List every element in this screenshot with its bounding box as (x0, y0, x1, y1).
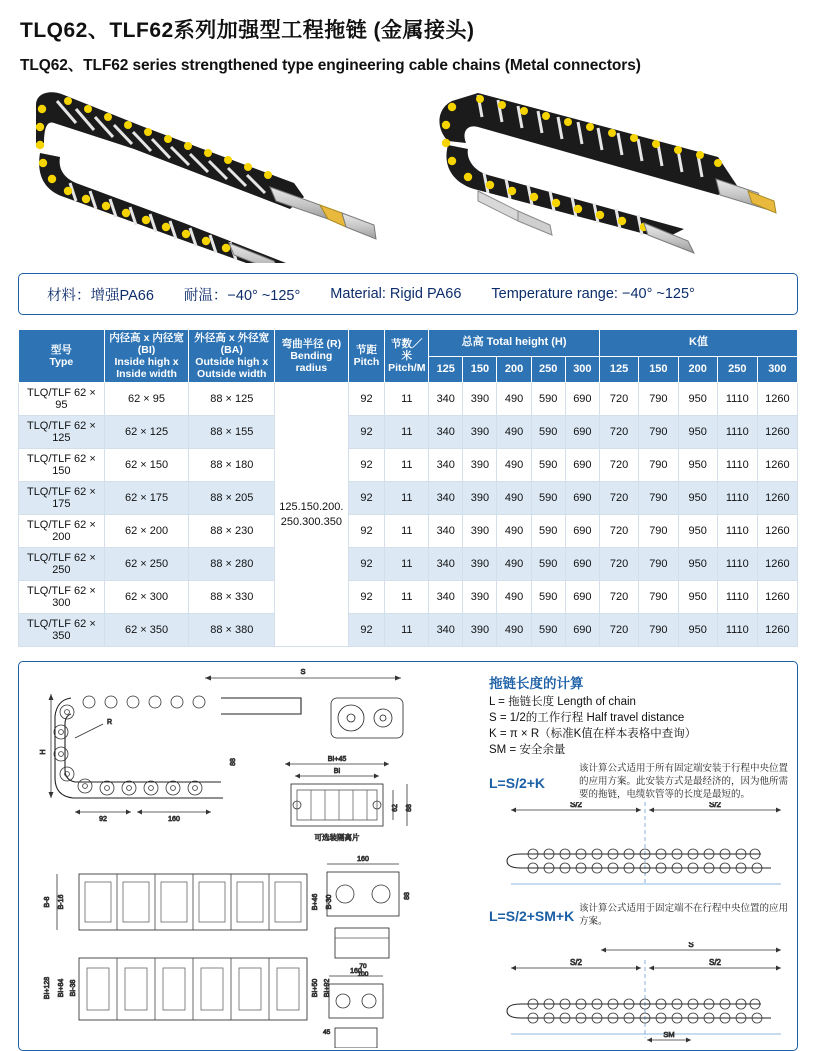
cell-inside-dim: 62 × 125 (104, 416, 189, 449)
cell-height-300: 690 (565, 383, 599, 416)
cell-outside-dim: 88 × 280 (189, 548, 275, 581)
cell-type: TLQ/TLF 62 × 350 (19, 614, 105, 647)
cell-height-150: 390 (463, 416, 497, 449)
product-photo-area (18, 83, 798, 263)
temperature-en: Temperature range: −40° ~125° (491, 286, 695, 302)
table-header (19, 330, 798, 383)
layout-diagram-offset (491, 942, 798, 1047)
cell-height-200: 490 (497, 383, 531, 416)
cell-k-250: 1110 (717, 449, 757, 482)
cell-pitch-per-meter: 11 (385, 383, 429, 416)
cell-k-300: 1260 (757, 548, 797, 581)
svg-text:BI+84: BI+84 (58, 979, 65, 998)
th-k-150: 150 (639, 356, 678, 383)
cell-pitch: 92 (348, 581, 385, 614)
svg-text:B+46: B+46 (312, 893, 319, 911)
svg-text:S: S (300, 668, 306, 677)
cell-k-200: 950 (678, 482, 717, 515)
svg-text:88: 88 (404, 892, 411, 901)
calc-legend (489, 694, 696, 758)
cell-pitch-per-meter: 11 (385, 548, 429, 581)
formula-1-note: 该计算公式适用于所有固定端安装于行程中央位置的应用方案。此安装方式是最经济的，因为他所需要的拖链，电缆软管等的长度是最短的。 (579, 763, 789, 801)
chain-left (36, 92, 376, 263)
svg-text:SM: SM (663, 1030, 675, 1040)
svg-text:160: 160 (357, 856, 369, 864)
cell-height-125: 340 (429, 449, 463, 482)
cell-type: TLQ/TLF 62 × 200 (19, 515, 105, 548)
cell-k-250: 1110 (717, 581, 757, 614)
th-k-250: 250 (717, 356, 757, 383)
cell-height-125: 340 (429, 515, 463, 548)
cell-pitch-per-meter: 11 (385, 449, 429, 482)
technical-drawing-panel (18, 661, 798, 1051)
cell-k-125: 720 (599, 449, 638, 482)
cell-inside-dim: 62 × 350 (104, 614, 189, 647)
cell-inside-dim: 62 × 200 (104, 515, 189, 548)
cell-k-150: 790 (639, 482, 678, 515)
cell-k-250: 1110 (717, 548, 757, 581)
svg-text:100: 100 (357, 971, 369, 979)
cell-height-300: 690 (565, 581, 599, 614)
cell-k-250: 1110 (717, 515, 757, 548)
table-row (19, 383, 798, 416)
table-body (19, 383, 798, 647)
dimension-drawings (27, 668, 482, 1048)
cell-height-200: 490 (497, 581, 531, 614)
layout-diagram-centered (491, 802, 798, 892)
svg-text:BI: BI (333, 768, 341, 776)
cell-height-250: 590 (531, 416, 565, 449)
cell-outside-dim: 88 × 380 (189, 614, 275, 647)
th-h-150: 150 (463, 356, 497, 383)
formula-2-note: 该计算公式适用于固定端不在行程中央位置的应用方案。 (579, 903, 789, 928)
cell-pitch-per-meter: 11 (385, 416, 429, 449)
cell-height-200: 490 (497, 614, 531, 647)
svg-text:45: 45 (323, 1029, 331, 1037)
th-k-value: K值 (599, 330, 797, 357)
th-h-125: 125 (429, 356, 463, 383)
svg-text:BI+50: BI+50 (312, 979, 319, 998)
th-h-300: 300 (565, 356, 599, 383)
cell-k-150: 790 (639, 548, 678, 581)
cell-pitch: 92 (348, 383, 385, 416)
svg-text:S/2: S/2 (708, 958, 722, 968)
cell-k-200: 950 (678, 416, 717, 449)
cell-height-250: 590 (531, 482, 565, 515)
cell-height-250: 590 (531, 548, 565, 581)
table-row (19, 449, 798, 482)
table-row (19, 515, 798, 548)
page-root (0, 14, 816, 1039)
cell-height-150: 390 (463, 383, 497, 416)
cell-height-300: 690 (565, 548, 599, 581)
svg-text:88: 88 (230, 758, 237, 767)
cell-height-150: 390 (463, 548, 497, 581)
cell-pitch: 92 (348, 515, 385, 548)
svg-text:BI-38: BI-38 (70, 979, 77, 997)
table-row (19, 482, 798, 515)
cell-outside-dim: 88 × 180 (189, 449, 275, 482)
svg-text:B-8: B-8 (44, 896, 51, 908)
cell-height-125: 340 (429, 416, 463, 449)
calc-line-sm: SM = 安全余量 (489, 744, 566, 757)
cell-k-300: 1260 (757, 416, 797, 449)
th-h-250: 250 (531, 356, 565, 383)
cell-k-125: 720 (599, 548, 638, 581)
th-pitch-per-meter: 节数／米 Pitch/M (385, 330, 429, 383)
cell-k-150: 790 (639, 416, 678, 449)
cell-height-300: 690 (565, 614, 599, 647)
specification-table (18, 329, 798, 647)
cell-height-150: 390 (463, 581, 497, 614)
cell-k-200: 950 (678, 449, 717, 482)
page-title-cn: TLQ62、TLF62系列加强型工程拖链 (金属接头) (20, 19, 475, 42)
svg-text:92: 92 (99, 816, 107, 824)
svg-text:88: 88 (406, 804, 413, 813)
cell-height-200: 490 (497, 548, 531, 581)
th-h-200: 200 (497, 356, 531, 383)
cell-height-250: 590 (531, 383, 565, 416)
svg-text:70: 70 (359, 963, 367, 971)
cell-k-200: 950 (678, 548, 717, 581)
svg-text:BI+92: BI+92 (324, 979, 331, 998)
svg-text:H: H (40, 749, 47, 755)
cell-k-300: 1260 (757, 515, 797, 548)
table-row (19, 416, 798, 449)
cell-pitch: 92 (348, 614, 385, 647)
cell-k-250: 1110 (717, 482, 757, 515)
cell-height-200: 490 (497, 482, 531, 515)
cell-type: TLQ/TLF 62 × 150 (19, 449, 105, 482)
svg-text:160: 160 (350, 968, 362, 976)
calc-line-s: S = 1/2的工作行程 Half travel distance (489, 712, 685, 725)
cell-height-125: 340 (429, 548, 463, 581)
cell-height-125: 340 (429, 482, 463, 515)
cell-k-250: 1110 (717, 383, 757, 416)
th-total-height: 总高 Total height (H) (429, 330, 600, 357)
cell-k-125: 720 (599, 482, 638, 515)
cell-k-200: 950 (678, 515, 717, 548)
cell-pitch: 92 (348, 548, 385, 581)
cell-k-250: 1110 (717, 416, 757, 449)
cell-type: TLQ/TLF 62 × 250 (19, 548, 105, 581)
cell-k-125: 720 (599, 515, 638, 548)
cell-height-300: 690 (565, 482, 599, 515)
th-pitch: 节距 Pitch (348, 330, 385, 383)
cell-k-300: 1260 (757, 482, 797, 515)
material-cn: 材料：增强PA66 (47, 287, 154, 304)
cell-k-150: 790 (639, 449, 678, 482)
cell-height-250: 590 (531, 614, 565, 647)
cell-k-300: 1260 (757, 581, 797, 614)
cell-pitch-per-meter: 11 (385, 581, 429, 614)
calc-line-k: K = π × R（标准K值在样本表格中查询） (489, 728, 697, 741)
cell-height-150: 390 (463, 482, 497, 515)
cell-outside-dim: 88 × 205 (189, 482, 275, 515)
cell-height-250: 590 (531, 449, 565, 482)
cell-k-125: 720 (599, 416, 638, 449)
formula-2: L=S/2+SM+K (489, 908, 575, 925)
cell-inside-dim: 62 × 150 (104, 449, 189, 482)
table-header-row-1 (19, 330, 798, 357)
cell-k-125: 720 (599, 614, 638, 647)
svg-text:S: S (688, 942, 694, 950)
cell-height-300: 690 (565, 449, 599, 482)
cell-k-150: 790 (639, 581, 678, 614)
chain-right (439, 93, 776, 253)
cell-height-125: 340 (429, 383, 463, 416)
table-row (19, 548, 798, 581)
cell-height-250: 590 (531, 515, 565, 548)
calc-line-l: L = 拖链长度 Length of chain (489, 696, 636, 709)
th-bending-radius: 弯曲半径 (R) Bending radius (275, 330, 348, 383)
page-title-en: TLQ62、TLF62 series strengthened type engineering cable chains (Metal connectors) (20, 57, 641, 74)
cell-outside-dim: 88 × 155 (189, 416, 275, 449)
cell-outside-dim: 88 × 125 (189, 383, 275, 416)
svg-text:S/2: S/2 (569, 958, 583, 968)
cell-k-150: 790 (639, 614, 678, 647)
cell-outside-dim: 88 × 330 (189, 581, 275, 614)
cell-type: TLQ/TLF 62 × 125 (19, 416, 105, 449)
cell-k-200: 950 (678, 614, 717, 647)
th-outside-dim: 外径高 x 外径宽 (BA) Outside high x Outside width (189, 330, 275, 383)
cell-k-250: 1110 (717, 614, 757, 647)
cell-outside-dim: 88 × 230 (189, 515, 275, 548)
cell-height-125: 340 (429, 581, 463, 614)
cell-pitch-per-meter: 11 (385, 482, 429, 515)
cell-height-125: 340 (429, 614, 463, 647)
cell-pitch: 92 (348, 449, 385, 482)
th-type: 型号 Type (19, 330, 105, 383)
cell-pitch: 92 (348, 416, 385, 449)
cell-inside-dim: 62 × 95 (104, 383, 189, 416)
cell-type: TLQ/TLF 62 × 175 (19, 482, 105, 515)
cell-bending-radius: 125.150.200. 250.300.350 (275, 383, 348, 647)
th-k-300: 300 (757, 356, 797, 383)
cell-inside-dim: 62 × 175 (104, 482, 189, 515)
th-k-200: 200 (678, 356, 717, 383)
cell-height-200: 490 (497, 515, 531, 548)
cell-k-300: 1260 (757, 449, 797, 482)
th-inside-dim: 内径高 x 内径宽 (BI) Inside high x Inside width (104, 330, 189, 383)
formula-1: L=S/2+K (489, 775, 546, 792)
calc-title: 拖链长度的计算 (489, 676, 584, 692)
material-en: Material: Rigid PA66 (330, 286, 462, 302)
svg-text:160: 160 (168, 816, 180, 824)
cell-k-150: 790 (639, 515, 678, 548)
cable-chain-illustration (18, 83, 798, 263)
svg-text:B-16: B-16 (58, 894, 65, 910)
cell-k-150: 790 (639, 383, 678, 416)
temperature-cn: 耐温：−40° ~125° (183, 287, 301, 304)
th-k-125: 125 (599, 356, 638, 383)
cell-type: TLQ/TLF 62 × 95 (19, 383, 105, 416)
cell-k-200: 950 (678, 383, 717, 416)
cell-height-150: 390 (463, 515, 497, 548)
svg-text:可选装隔离片: 可选装隔离片 (314, 833, 360, 843)
cell-height-300: 690 (565, 515, 599, 548)
cell-k-125: 720 (599, 383, 638, 416)
cell-k-125: 720 (599, 581, 638, 614)
cell-inside-dim: 62 × 250 (104, 548, 189, 581)
cell-height-250: 590 (531, 581, 565, 614)
cell-height-150: 390 (463, 614, 497, 647)
svg-text:S/2: S/2 (708, 802, 722, 810)
cell-height-200: 490 (497, 449, 531, 482)
cell-pitch-per-meter: 11 (385, 515, 429, 548)
cell-k-300: 1260 (757, 614, 797, 647)
cell-pitch: 92 (348, 482, 385, 515)
svg-text:R: R (107, 719, 113, 727)
cell-type: TLQ/TLF 62 × 300 (19, 581, 105, 614)
svg-text:62: 62 (392, 804, 399, 813)
cell-k-300: 1260 (757, 383, 797, 416)
svg-text:B-30: B-30 (326, 894, 333, 910)
cell-height-200: 490 (497, 416, 531, 449)
cell-k-200: 950 (678, 581, 717, 614)
cell-height-300: 690 (565, 416, 599, 449)
table-row (19, 581, 798, 614)
svg-text:BI+128: BI+128 (44, 977, 51, 1000)
cell-inside-dim: 62 × 300 (104, 581, 189, 614)
cell-height-150: 390 (463, 449, 497, 482)
svg-text:BI+45: BI+45 (327, 756, 347, 764)
table-row (19, 614, 798, 647)
material-info-bar (18, 273, 798, 315)
svg-text:S/2: S/2 (569, 802, 583, 810)
cell-pitch-per-meter: 11 (385, 614, 429, 647)
